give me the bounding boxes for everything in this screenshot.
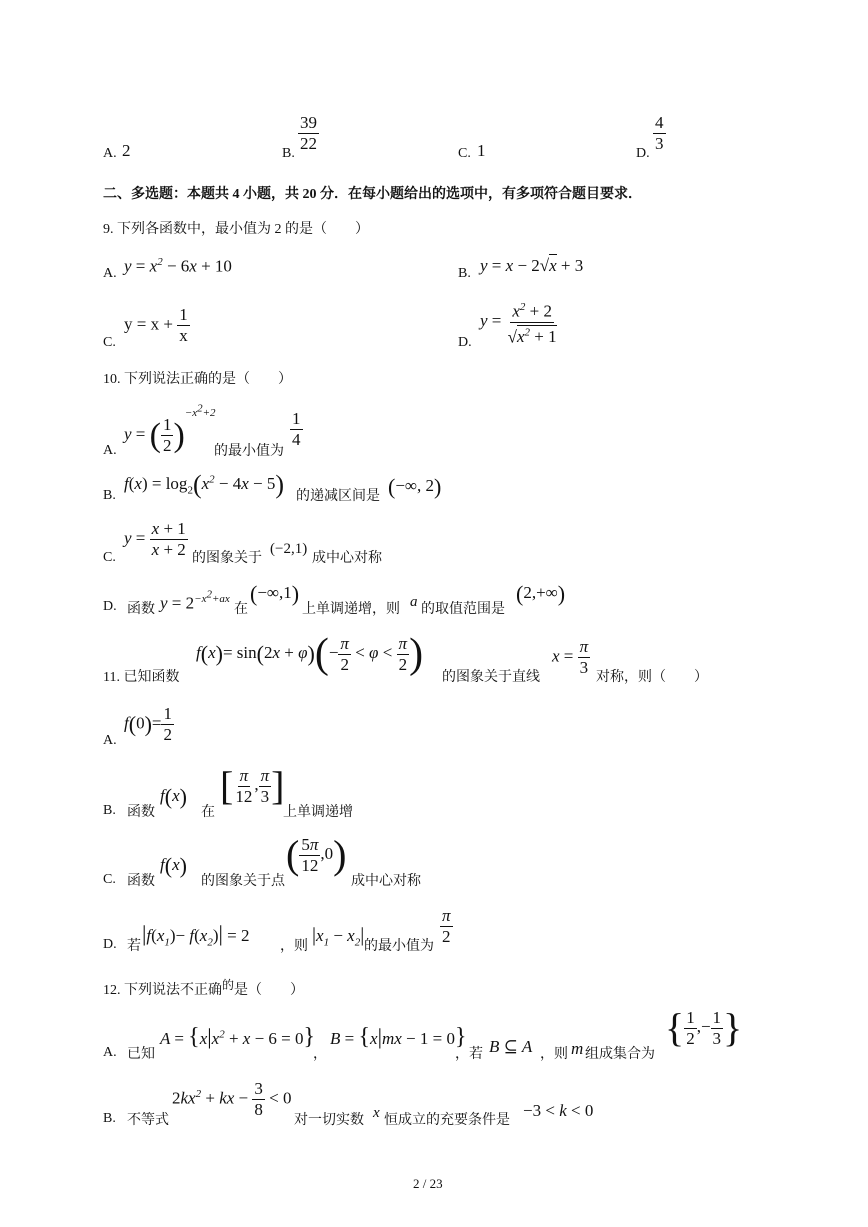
q12-stem: 12. 下列说法不正确$^的$是（ ） xyxy=(103,978,305,998)
q12-a-set-b: B = {x|mx − 1 = 0} xyxy=(330,1024,467,1050)
q12-b-condition: −3 < k < 0 xyxy=(523,1101,594,1120)
q12-a-subset: B ⊆ A xyxy=(489,1037,533,1056)
q10-c-text1: 的图象关于 xyxy=(192,551,262,566)
q9-c-formula: y = x + $\frac{1}{x}$ xyxy=(124,305,188,345)
q12-b-label: B. xyxy=(103,1111,116,1126)
q12-a-label: A. xyxy=(103,1045,117,1060)
q9-d-label: D. xyxy=(458,335,472,350)
q9-a-formula: $y = x^2 - 6x + 10$ xyxy=(124,256,232,276)
q11-function-formula: f(x)= sin(2x + φ)(− $\frac{\pi}{2}$ < φ < $\frac{\pi}{2}$ ) xyxy=(196,631,424,677)
q10-b-formula: $f(x) = \log_2(x^2 - 4x - 5)$ xyxy=(124,470,285,499)
q11-b-func: f(x) xyxy=(160,784,187,810)
q12-b-inequality: $2kx^2$ + kx − $\frac{3}{8}$ < 0 xyxy=(172,1079,292,1119)
q12-b-x: x xyxy=(373,1105,380,1121)
q12-a-set-a: $A = \{x|x^2 + x - 6 = 0\}$ xyxy=(160,1024,316,1050)
q11-c-func: f(x) xyxy=(160,853,187,879)
option-c-value: 1 xyxy=(477,141,486,160)
q10-d-a: a xyxy=(410,594,418,610)
q12-a-prefix: 已知 xyxy=(127,1047,155,1062)
q10-d-in: 在 xyxy=(234,602,248,617)
q9-a-label: A. xyxy=(103,266,117,281)
q10-c-label: C. xyxy=(103,550,116,565)
q11-a-label: A. xyxy=(103,733,117,748)
q12-b-text1: 对一切实数 xyxy=(294,1113,364,1128)
q11-d-prefix: 若 xyxy=(127,939,141,954)
q11-d-diff: $|x_1 - x_2|$ xyxy=(312,924,365,949)
q12-b-text2: 恒成立的充要条件是 xyxy=(384,1113,510,1128)
q11-b-label: B. xyxy=(103,803,116,818)
q11-c-text1: 的图象关于点 xyxy=(201,874,285,889)
q10-d-label: D. xyxy=(103,599,117,614)
q11-d-label: D. xyxy=(103,937,117,952)
q10-d-interval: (−∞,1) xyxy=(250,581,300,607)
q10-d-prefix: 函数 xyxy=(127,602,155,617)
q11-line-formula: x = $\frac{\pi}{3}$ xyxy=(552,637,589,677)
q11-c-label: C. xyxy=(103,872,116,887)
q10-a-formula: y = ( $\frac{1}{2}$ )$^{-x^2+2}$ xyxy=(124,402,216,456)
q12-a-text: 组成集合为 xyxy=(585,1047,655,1062)
q10-a-label: A. xyxy=(103,443,117,458)
q12-a-sep: ， xyxy=(313,1047,327,1062)
q11-d-text2: 的最小值为 xyxy=(364,939,434,954)
q10-a-fraction: $\frac{1}{4}$ xyxy=(292,409,301,449)
q10-b-interval: (−∞, 2) xyxy=(388,474,442,500)
section-heading: 二、多选题：本题共 4 小题，共 20 分．在每小题给出的选项中，有多项符合题目要求． xyxy=(103,187,642,202)
q10-c-formula: y = $\frac{x + 1}{x + 2}$ xyxy=(124,519,186,559)
option-b-label: B. xyxy=(282,146,295,161)
q9-b-formula: y = x − 2√x + 3 xyxy=(480,256,584,275)
q11-c-prefix: 函数 xyxy=(127,874,155,889)
q11-c-point: ( $\frac{5\pi}{12}$ ,0) xyxy=(286,832,347,877)
q10-a-text: 的最小值为 xyxy=(214,444,284,459)
q10-c-text2: 成中心对称 xyxy=(312,551,382,566)
q11-b-text: 上单调递增 xyxy=(283,805,353,820)
q11-d-fraction: $\frac{\pi}{2}$ xyxy=(442,906,451,946)
q11-stem-mid: 的图象关于直线 xyxy=(442,670,540,685)
q10-b-text: 的递减区间是 xyxy=(296,489,380,504)
q10-d-range: (2,+∞) xyxy=(516,581,566,607)
q12-a-answer-set: { $\frac{1}{2}$ ,− $\frac{1}{3}$ } xyxy=(665,1005,743,1050)
option-b-fraction: $\frac{39}{22}$ xyxy=(300,113,317,153)
q11-d-condition: $|f(x_1)- f(x_2)| = 2$ xyxy=(142,921,250,949)
q11-d-text1: ，则 xyxy=(280,939,308,954)
page-number: 2 / 23 xyxy=(413,1176,443,1191)
q10-d-formula: $y = 2^{-x^2+ax}$ xyxy=(160,588,230,613)
q12-a-ruo: ，若 xyxy=(455,1047,483,1062)
q11-stem-suffix: 对称，则（ ） xyxy=(596,670,708,685)
q9-stem: 9. 下列各函数中，最小值为 2 的是（ ） xyxy=(103,222,369,237)
q9-b-label: B. xyxy=(458,266,471,281)
option-a-label: A. xyxy=(103,146,117,161)
q10-d-text: 上单调递增，则 xyxy=(302,602,400,617)
q11-b-in: 在 xyxy=(201,805,215,820)
q10-b-label: B. xyxy=(103,488,116,503)
option-d-fraction: $\frac{4}{3}$ xyxy=(655,113,664,153)
option-c-label: C. xyxy=(458,146,471,161)
q11-c-text2: 成中心对称 xyxy=(351,874,421,889)
option-a-value: 2 xyxy=(122,141,131,160)
q9-d-formula: y = $\frac{x^2 + 2}{√x^2 + 1}$ xyxy=(480,298,559,346)
q9-c-label: C. xyxy=(103,335,116,350)
q12-b-prefix: 不等式 xyxy=(127,1113,169,1128)
q11-b-interval: [ $\frac{\pi}{12}$ , $\frac{\pi}{3}$ ] xyxy=(220,763,285,808)
q11-b-prefix: 函数 xyxy=(127,805,155,820)
q11-a-formula: f(0)= $\frac{1}{2}$ xyxy=(124,704,172,744)
q12-a-ze: ，则 xyxy=(540,1047,568,1062)
q10-stem: 10. 下列说法正确的是（ ） xyxy=(103,372,292,387)
q10-c-point: (−2,1) xyxy=(270,541,308,557)
q10-d-text2: 的取值范围是 xyxy=(421,602,505,617)
q12-a-m: m xyxy=(571,1039,584,1058)
q11-stem-prefix: 11. 已知函数 xyxy=(103,670,180,685)
option-d-label: D. xyxy=(636,146,650,161)
